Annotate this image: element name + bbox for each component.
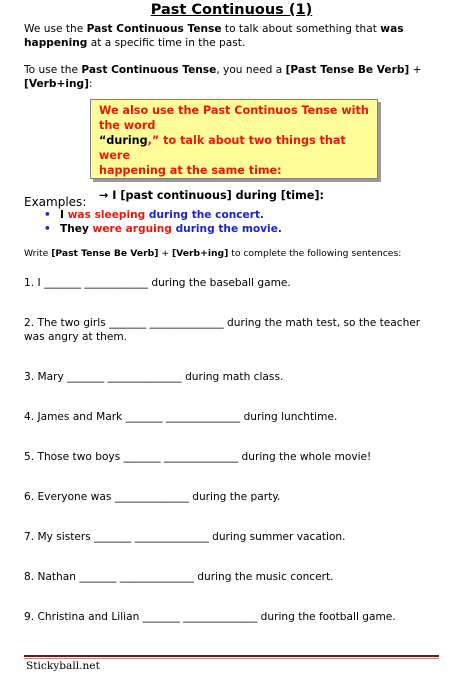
during-note-box (90, 99, 378, 202)
intro-paragraph-2: To use the Past Continuous Tense, you need a [Past Tense Be Verb] + [Verb+ing]: (24, 64, 422, 90)
question-5: 5. Those two boys _______ ______________ during the whole movie! (24, 451, 372, 463)
note-formula: → I [past continuous] during [time]: (99, 189, 324, 202)
note-line-2: “during,” to talk about two things that were (99, 134, 346, 162)
instruction-text: Write [Past Tense Be Verb] + [Verb+ing] to complete the following sentences: (24, 248, 402, 259)
question-4: 4. James and Mark _______ ______________ during lunchtime. (24, 411, 338, 423)
footer-rule (24, 655, 439, 657)
intro-paragraph-1: We use the Past Continuous Tense to talk about something that was happening at a specific time in the past. (24, 23, 404, 49)
examples-heading: Examples: (24, 195, 87, 209)
worksheet-title: Past Continuous (1) (150, 2, 313, 18)
example-1: • I was sleeping during the concert. (44, 209, 265, 221)
footer-brand: Stickyball.net (26, 660, 100, 672)
question-3: 3. Mary _______ ______________ during math class. (24, 371, 284, 383)
question-8: 8. Nathan _______ ______________ during the music concert. (24, 571, 334, 583)
bullet-icon: • (44, 209, 51, 221)
footer-rule-thin (24, 658, 439, 659)
note-line-3: happening at the same time: (99, 164, 282, 177)
question-9: 9. Christina and Lilian _______ ______________ during the football game. (24, 611, 396, 623)
note-line-1: We also use the Past Continuos Tense with the word (99, 104, 369, 132)
question-1: 1. I _______ ____________ during the baseball game. (24, 277, 291, 289)
example-2: • They were arguing during the movie. (44, 223, 282, 235)
bullet-icon: • (44, 223, 51, 235)
question-6: 6. Everyone was ______________ during the party. (24, 491, 281, 503)
examples-list (44, 208, 282, 236)
question-2: 2. The two girls _______ ______________ during the math test, so the teacher was angry at them. (24, 317, 421, 343)
question-7: 7. My sisters _______ ______________ during summer vacation. (24, 531, 346, 543)
